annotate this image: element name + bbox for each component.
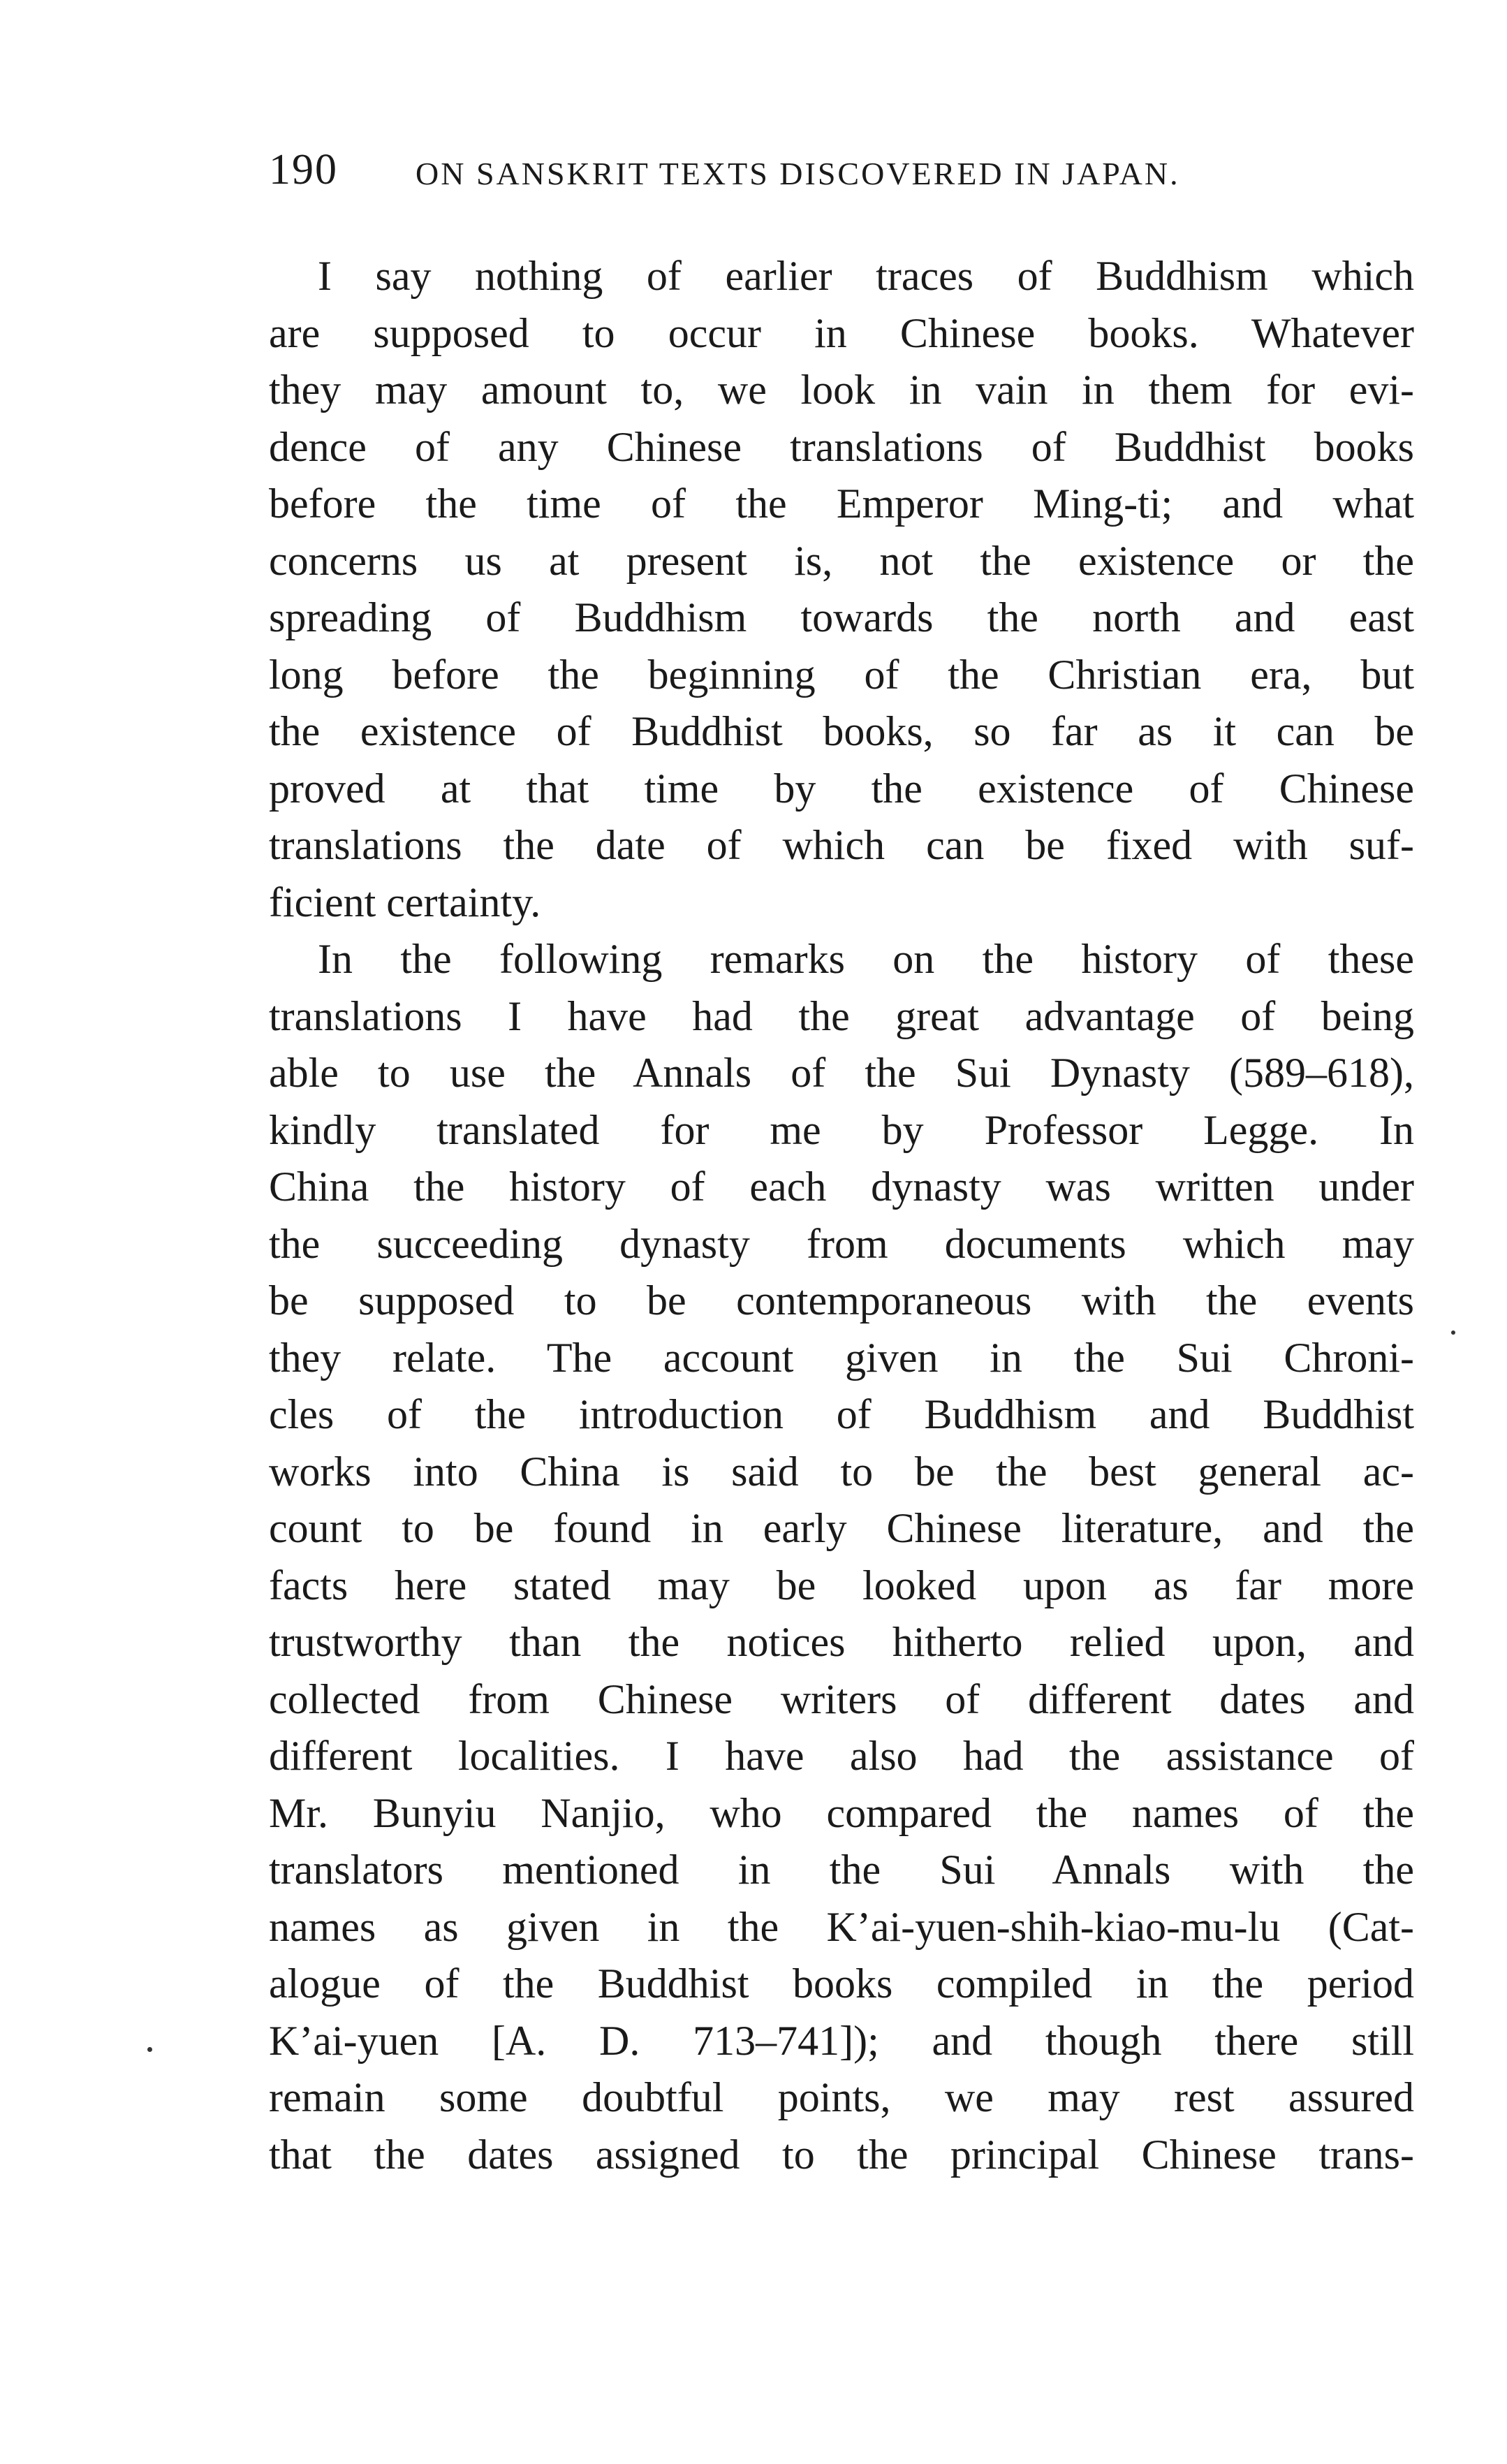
running-title: ON SANSKRIT TEXTS DISCOVERED IN JAPAN. xyxy=(416,156,1180,191)
text-line: In the following remarks on the history of these xyxy=(318,936,1414,982)
text-line: count to be found in early Chinese literature, and the xyxy=(269,1505,1414,1551)
text-line: long before the beginning of the Christian era, but xyxy=(269,651,1414,698)
text-line: ficient certainty. xyxy=(269,879,541,925)
page-number: 190 xyxy=(269,146,338,193)
margin-dot-mark xyxy=(1451,1330,1455,1335)
text-line: facts here stated may be looked upon as far more xyxy=(269,1562,1414,1608)
text-line: remain some doubtful points, we may rest assured xyxy=(269,2074,1414,2120)
text-line: the existence of Buddhist books, so far as it can be xyxy=(269,708,1414,754)
text-line: trustworthy than the notices hitherto relied upon, and xyxy=(269,1619,1414,1665)
text-line: cles of the introduction of Buddhism and Buddhist xyxy=(269,1391,1414,1437)
text-line: they relate. The account given in the Sui Chroni- xyxy=(269,1334,1414,1381)
body-text xyxy=(269,248,1414,2183)
text-line: be supposed to be contemporaneous with the events xyxy=(269,1277,1414,1323)
text-line: Mr. Bunyiu Nanjio, who compared the names of the xyxy=(269,1789,1414,1836)
text-line: translators mentioned in the Sui Annals with the xyxy=(269,1847,1414,1893)
text-line: the succeeding dynasty from documents which may xyxy=(269,1220,1414,1267)
text-line: are supposed to occur in Chinese books. Whatever xyxy=(269,309,1414,356)
text-line: concerns us at present is, not the existence or the xyxy=(269,537,1414,584)
text-line: names as given in the K’ai-yuen-shih-kiao-mu-lu (Cat- xyxy=(269,1903,1414,1950)
text-line: dence of any Chinese translations of Buddhist books xyxy=(269,423,1414,470)
text-line: they may amount to, we look in vain in them for evi- xyxy=(269,367,1414,413)
text-line: works into China is said to be the best general ac- xyxy=(269,1448,1414,1495)
text-line: able to use the Annals of the Sui Dynasty (589–618), xyxy=(269,1050,1414,1096)
text-line: proved at that time by the existence of Chinese xyxy=(269,765,1414,812)
text-line: translations the date of which can be fixed with suf- xyxy=(269,822,1414,868)
text-line: alogue of the Buddhist books compiled in the period xyxy=(269,1960,1414,2007)
margin-dot-mark xyxy=(147,2047,152,2052)
text-line: China the history of each dynasty was written under xyxy=(269,1164,1414,1210)
text-line: translations I have had the great advantage of being xyxy=(269,992,1414,1039)
running-head xyxy=(269,145,1414,201)
text-line: before the time of the Emperor Ming-ti; and what xyxy=(269,481,1414,527)
text-line: kindly translated for me by Professor Legge. In xyxy=(269,1106,1414,1153)
text-line: spreading of Buddhism towards the north and east xyxy=(269,594,1414,640)
text-line: different localities. I have also had the assistance of xyxy=(269,1733,1414,1779)
text-line: that the dates assigned to the principal Chinese trans- xyxy=(269,2131,1414,2178)
text-line: collected from Chinese writers of different dates and xyxy=(269,1675,1414,1722)
text-line: I say nothing of earlier traces of Buddhism which xyxy=(318,253,1414,299)
text-line: K’ai-yuen [A. D. 713–741]); and though there still xyxy=(269,2017,1414,2064)
